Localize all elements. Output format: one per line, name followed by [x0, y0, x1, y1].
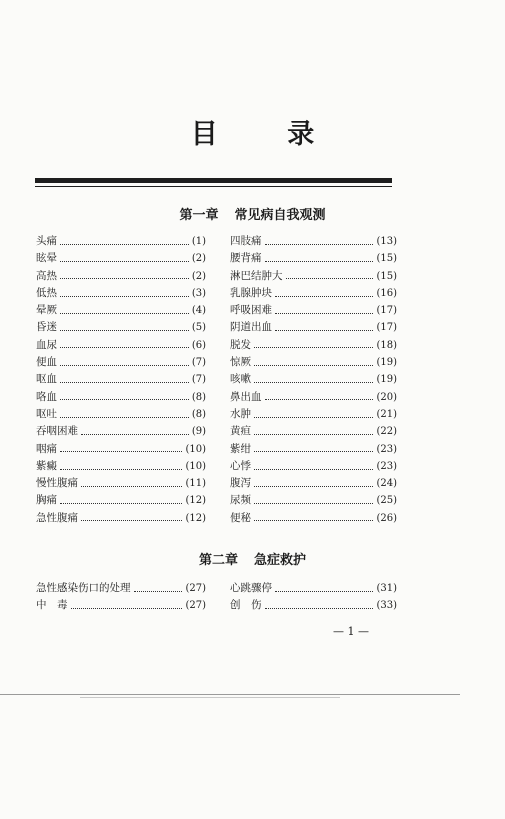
toc-entry-title: 咯血 [36, 390, 57, 403]
dot-leader [60, 260, 189, 262]
title-rule-thick [35, 178, 392, 183]
toc-entry-page: (10) [185, 460, 206, 472]
toc-entry [36, 250, 206, 267]
toc-entry-page: (12) [185, 495, 206, 507]
toc-entry [36, 597, 206, 614]
dot-leader [60, 502, 182, 504]
toc-entry [230, 371, 397, 388]
toc-entry-title: 呼吸困难 [230, 304, 272, 317]
dot-leader [254, 485, 373, 487]
toc-entry [36, 285, 206, 302]
toc-entry-page: (27) [185, 600, 206, 612]
toc-entry [230, 475, 397, 492]
toc-entry [36, 268, 206, 285]
toc-entry-page: (18) [376, 339, 397, 351]
toc-entry-title: 高热 [36, 269, 57, 282]
toc-entry-page: (2) [191, 270, 206, 282]
toc-entry [36, 475, 206, 492]
toc-entry [36, 580, 206, 597]
chapter-1-label: 第一章 [179, 208, 219, 223]
toc-entry-title: 呕血 [36, 373, 57, 386]
toc-entry [230, 319, 397, 336]
toc-entry-title: 血尿 [36, 338, 57, 351]
dot-leader [254, 381, 373, 383]
toc-entry [36, 510, 206, 527]
toc-entry-page: (16) [376, 287, 397, 299]
toc-entry-page: (7) [191, 374, 206, 386]
toc-entry-title: 晕厥 [36, 304, 57, 317]
toc-entry [36, 423, 206, 440]
toc-entry-page: (27) [185, 583, 206, 594]
dot-leader [60, 364, 189, 366]
toc-entry-page: (8) [191, 391, 206, 403]
toc-entry-page: (7) [191, 357, 206, 369]
dot-leader [254, 364, 373, 366]
toc-entry-title: 紫绀 [230, 442, 251, 455]
dot-leader [275, 329, 373, 331]
dot-leader [275, 295, 373, 297]
dot-leader [275, 312, 373, 314]
chapter-2-left-column [36, 580, 206, 615]
toc-entry-title: 咳嗽 [230, 373, 251, 386]
toc-entry-page: (13) [376, 236, 397, 247]
toc-entry-page: (4) [191, 305, 206, 317]
toc-entry-page: (20) [376, 391, 397, 403]
toc-entry-title: 昏迷 [36, 321, 57, 334]
toc-entry [36, 389, 206, 406]
dot-leader [60, 416, 189, 418]
toc-entry-title: 急性感染伤口的处理 [36, 582, 131, 594]
scan-artifact-line-faint [80, 697, 340, 698]
toc-entry [230, 510, 397, 527]
toc-entry-title: 便秘 [230, 511, 251, 524]
toc-entry-title: 头痛 [36, 235, 57, 247]
toc-entry-page: (24) [376, 478, 397, 490]
toc-entry-title: 眩晕 [36, 252, 57, 265]
dot-leader [254, 346, 373, 348]
toc-entry [36, 441, 206, 458]
chapter-1-name: 常见病自我观测 [234, 208, 326, 223]
toc-entry-title: 呕吐 [36, 407, 57, 420]
toc-entry [36, 354, 206, 371]
toc-entry-title: 惊厥 [230, 356, 251, 369]
toc-entry-page: (15) [376, 270, 397, 282]
dot-leader [60, 381, 189, 383]
toc-entry-page: (2) [191, 253, 206, 265]
toc-entry-title: 水肿 [230, 407, 251, 420]
toc-entry [230, 580, 397, 597]
toc-entry-title: 心悸 [230, 459, 251, 472]
dot-leader [275, 590, 373, 592]
toc-entry-page: (23) [376, 443, 397, 455]
chapter-1-heading [0, 204, 505, 223]
dot-leader [254, 519, 373, 521]
toc-entry [230, 441, 397, 458]
chapter-2-name: 急症救护 [254, 553, 307, 568]
toc-entry-title: 四肢痛 [230, 235, 262, 247]
toc-entry-page: (31) [376, 583, 397, 594]
toc-entry [230, 268, 397, 285]
toc-entry-title: 心跳骤停 [230, 582, 272, 594]
toc-entry-title: 吞咽困难 [36, 425, 78, 438]
dot-leader [60, 468, 182, 470]
dot-leader [60, 329, 189, 331]
toc-entry [230, 423, 397, 440]
toc-entry-page: (3) [191, 287, 206, 299]
toc-entry-page: (19) [376, 374, 397, 386]
toc-entry-title: 淋巴结肿大 [230, 269, 283, 282]
toc-entry-page: (17) [376, 305, 397, 317]
toc-entry-title: 慢性腹痛 [36, 477, 78, 490]
toc-entry-page: (8) [191, 408, 206, 420]
dot-leader [81, 433, 189, 435]
dot-leader [265, 260, 374, 262]
toc-entry [230, 233, 397, 250]
dot-leader [60, 346, 189, 348]
dot-leader [81, 519, 182, 521]
toc-entry [230, 285, 397, 302]
dot-leader [60, 277, 189, 279]
chapter-2-heading [0, 549, 505, 568]
toc-entry-page: (22) [376, 426, 397, 438]
toc-entry-title: 脱发 [230, 338, 251, 351]
toc-entry [36, 492, 206, 509]
toc-entry-title: 黄疸 [230, 425, 251, 438]
page-title: 目 录 [190, 119, 345, 150]
toc-entry-title: 阴道出血 [230, 321, 272, 334]
toc-entry [36, 302, 206, 319]
dot-leader [254, 433, 373, 435]
toc-entry-page: (19) [376, 357, 397, 369]
dot-leader [134, 590, 183, 592]
toc-entry-title: 急性腹痛 [36, 511, 78, 524]
chapter-2-label: 第二章 [198, 553, 238, 568]
dot-leader [254, 502, 373, 504]
toc-entry-page: (11) [185, 478, 206, 490]
toc-entry-page: (9) [191, 426, 206, 438]
dot-leader [71, 607, 183, 609]
toc-entry-title: 鼻出血 [230, 390, 262, 403]
toc-entry [36, 319, 206, 336]
toc-entry [230, 406, 397, 423]
dot-leader [265, 398, 374, 400]
toc-entry [230, 354, 397, 371]
toc-entry-page: (12) [185, 512, 206, 524]
toc-entry [36, 371, 206, 388]
toc-entry [230, 302, 397, 319]
toc-entry-page: (25) [376, 495, 397, 507]
dot-leader [286, 277, 374, 279]
toc-entry [230, 389, 397, 406]
toc-entry-title: 尿频 [230, 494, 251, 507]
toc-entry [36, 458, 206, 475]
toc-entry-page: (6) [191, 339, 206, 351]
chapter-1-left-column [36, 233, 206, 527]
toc-entry-page: (33) [376, 600, 397, 612]
toc-entry-title: 创 伤 [230, 599, 262, 612]
toc-entry-page: (1) [191, 236, 206, 247]
toc-entry-title: 腰背痛 [230, 252, 262, 265]
dot-leader [60, 398, 189, 400]
dot-leader [60, 243, 189, 245]
toc-entry [36, 406, 206, 423]
toc-entry-title: 腹泻 [230, 477, 251, 490]
dot-leader [60, 312, 189, 314]
dot-leader [254, 468, 373, 470]
toc-entry [230, 337, 397, 354]
dot-leader [60, 295, 189, 297]
dot-leader [265, 243, 374, 245]
toc-entry [230, 492, 397, 509]
toc-entry-page: (10) [185, 443, 206, 455]
chapter-1-right-column [230, 233, 397, 527]
toc-entry-page: (5) [191, 322, 206, 334]
dot-leader [81, 485, 182, 487]
toc-entry-page: (17) [376, 322, 397, 334]
toc-entry-page: (21) [376, 408, 397, 420]
dot-leader [60, 450, 182, 452]
toc-entry-page: (26) [376, 512, 397, 524]
toc-entry [36, 337, 206, 354]
toc-entry [36, 233, 206, 250]
toc-entry-title: 咽痛 [36, 442, 57, 455]
toc-entry-page: (15) [376, 253, 397, 265]
toc-entry [230, 458, 397, 475]
toc-entry [230, 597, 397, 614]
toc-entry-title: 紫癜 [36, 459, 57, 472]
toc-entry [230, 250, 397, 267]
page-number: — 1 — [333, 625, 369, 638]
toc-entry-title: 中 毒 [36, 599, 68, 612]
toc-entry-title: 胸痛 [36, 494, 57, 507]
toc-entry-page: (23) [376, 460, 397, 472]
dot-leader [254, 416, 373, 418]
scan-artifact-line [0, 694, 460, 695]
toc-entry-title: 便血 [36, 356, 57, 369]
title-rule-thin [35, 186, 392, 187]
dot-leader [254, 450, 373, 452]
dot-leader [265, 607, 374, 609]
toc-entry-title: 乳腺肿块 [230, 286, 272, 299]
chapter-2-right-column [230, 580, 397, 615]
toc-entry-title: 低热 [36, 286, 57, 299]
